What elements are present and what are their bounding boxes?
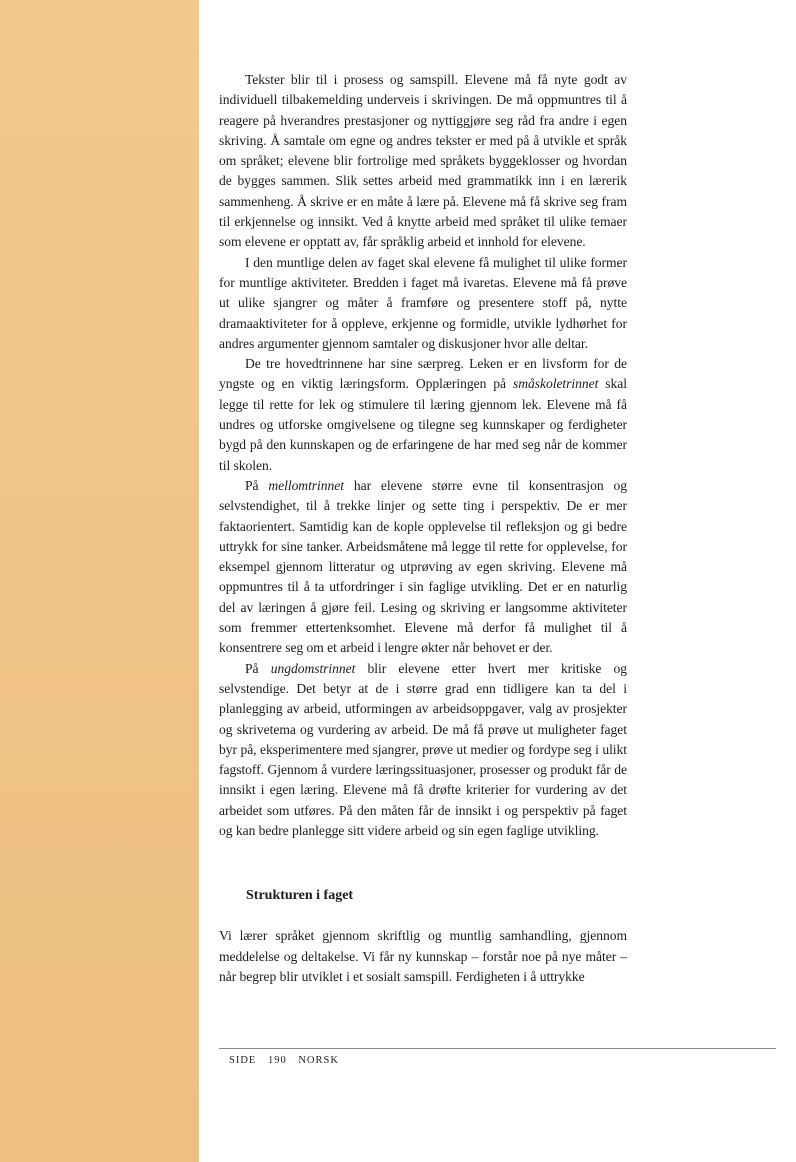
paragraph-ungdomstrinnet: På ungdomstrinnet blir elevene etter hvert mer kritiske og selvstendige. Det betyr at de i større grad enn tidligere kan ta del i planlegging av arbeid, utformingen av arbeidsoppgaver, valg av prosjekter og skrivetema og vurdering av arbeid. De må få prøve ut muligheter faget byr på, eksperimentere med sjangrer, prøve ut medier og fordype seg i ulikt fagstoff. Gjennom å vurdere læringssituasjoner, prosesser og produkt får de innsikt i egen læring. Elevene må få drøfte kriterier for vurdering av det arbeidet som utføres. På den måten får de innsikt i og perspektiv på faget og kan bedre planlegge sitt videre arbeid og sin egen faglige utvikling. (219, 660, 628, 838)
footer-rule (219, 1048, 776, 1049)
paragraph-feedback: Tekster blir til i prosess og samspill. Elevene må få nyte godt av individuell tilbakemelding underveis i skrivingen. De må oppmuntres til å reagere på hverandres prestasjoner og nyttiggjøre seg råd fra andre i egen skriving. Å samtale om egne og andres tekster er med på å utvikle et språk om språket; elevene blir fortrolige med språkets byggeklosser og hvordan de bygges sammen. Slik settes arbeid med grammatikk inn i en lærerik sammenheng. Å skrive er en måte å lære på. Elevene må få skrive seg fram til erkjennelse og innsikt. Ved å knytte arbeid med språket til ulike temaer som elevene er opptatt av, får språklig arbeid et innhold for elevene. (219, 72, 627, 250)
paragraph-stages: De tre hovedtrinnene har sine særpreg. Leken er en livsform for de yngste og en viktig læringsform. Opplæringen på småskoletrinnet skal legge til rette for lek og stimulere til læring gjennom lek. Elevene må få undres og utforske omgivelsene og tilegne seg kunnskaper og ferdigheter bygd på den kunnskapen og de erfaringene de har med seg når de kommer til skolen. (219, 356, 628, 473)
page-text (219, 70, 627, 987)
term-mellomtrinnet: mellomtrinnet (268, 477, 344, 493)
paragraph-mellomtrinnet: På mellomtrinnet har elevene større evne til konsentrasjon og selvstendighet, til å trekke linjer og sette ting i perspektiv. De er mer faktaorientert. Samtidig kan de kople opplevelse til refleksjon og gi bedre uttrykk for sine tanker. Arbeidsmåtene må legge til rette for opplevelse, for eksempel gjennom litteratur og utprøving av egen skriving. Elevene må oppmuntres til å ta utfordringer i sin faglige utvikling. Det er en naturlig del av læringen å gjøre feil. Lesing og skriving er langsomme aktiviteter som fremmer ettertenksomhet. Elevene må derfor få mulighet til å konsentrere seg om et arbeid i lengre økter når behovet er der. (219, 477, 627, 656)
footer-page-number: 190 (267, 1055, 287, 1066)
term-ungdomstrinnet: ungdomstrinnet (270, 660, 356, 676)
footer-subject: NORSK (298, 1055, 339, 1066)
section-body: Vi lærer språket gjennom skriftlig og muntlig samhandling, gjennom meddelelse og deltakelse. Vi får ny kunnskap – forstår noe på nye måter – når begrep blir utviklet i et sosialt samspill. Ferdigheten i å uttrykke (219, 928, 627, 984)
term-smaskoletrinnet: småskoletrinnet (513, 376, 599, 392)
left-color-band (0, 0, 199, 1162)
paragraph-oral: I den muntlige delen av faget skal elevene få mulighet til ulike former for muntlige aktiviteter. Bredden i faget må ivaretas. Elevene må få prøve ut ulike sjangrer og måter å framføre og presentere stoff på, nytte dramaaktiviteter for å oppleve, erkjenne og formidle, utvikle lydhørhet for andres argumenter gjennom samtaler og diskusjoner hvor alle deltar. (219, 254, 627, 351)
page-footer (229, 1055, 347, 1066)
section-heading: Strukturen i faget (246, 888, 354, 904)
footer-side-label: SIDE (229, 1055, 257, 1066)
